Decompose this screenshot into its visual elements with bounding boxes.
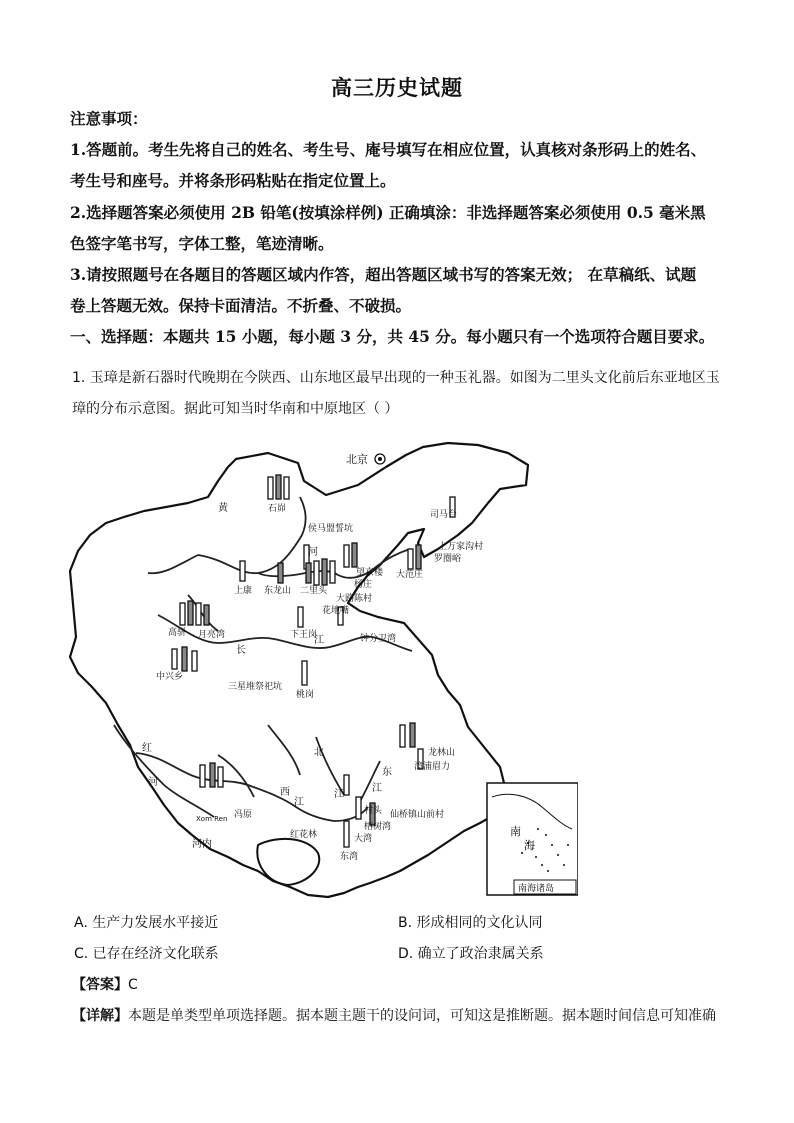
zhang-longlin-2 bbox=[410, 723, 415, 747]
label-longlinshan: 龙林山 bbox=[428, 748, 456, 758]
zhang-erlitou-2 bbox=[314, 561, 319, 585]
zhang-shimao-2 bbox=[276, 475, 281, 499]
answer-line bbox=[72, 974, 138, 994]
zhang-gaopian-1 bbox=[180, 603, 185, 625]
notice-item2-line1: 2.选择题答案必须使用 2B 铅笔(按填涂样例) 正确填涂：非选择题答案必须使用 0.5 毫米黑 bbox=[70, 203, 706, 222]
label-shangwanjia: 上万家沟村 bbox=[438, 542, 484, 552]
notice-item2-line2: 色签字笔书写，字体工整，笔迹清晰。 bbox=[70, 234, 334, 253]
label-hanoi: 河内 bbox=[192, 839, 212, 850]
detail-line bbox=[72, 1005, 716, 1025]
zhang-erlitou-1 bbox=[306, 563, 311, 583]
label-houma: 侯马盟誓坑 bbox=[308, 524, 354, 534]
label-shangkang: 上康 bbox=[234, 586, 253, 596]
label-xianqiao: 仙桥镇山前村 bbox=[390, 810, 445, 820]
notice-item1-line1: 1.答题前。考生先将自己的姓名、考生号、庵号填写在相应位置，认真核对条形码上的姓名、 bbox=[70, 140, 707, 159]
label-zhongxingxiang: 中兴乡 bbox=[156, 672, 184, 682]
label-fengyuan: 冯原 bbox=[234, 810, 253, 820]
question1-line1: 1. 玉璋是新石器时代晚期在今陕西、山东地区最早出现的一种玉礼器。如图为二里头文化前后东亚地区玉 bbox=[72, 370, 720, 386]
label-gaopian: 高骈 bbox=[168, 628, 187, 638]
label-yueliangwan: 月亮湾 bbox=[198, 630, 226, 640]
label-honghualin: 红花林 bbox=[290, 830, 318, 840]
label-he: 河 bbox=[308, 547, 318, 558]
zhang-sanxing bbox=[192, 651, 197, 671]
zhang-south-2 bbox=[356, 797, 361, 819]
option-d[interactable]: D. 确立了政治隶属关系 bbox=[398, 946, 544, 962]
notice-item3-line2: 卷上答题无效。保持卡面清洁。不折叠、不破损。 bbox=[70, 296, 412, 315]
label-beijing: 北京 bbox=[346, 453, 368, 466]
zhang-xiawang bbox=[298, 607, 303, 627]
tributary-2 bbox=[268, 725, 300, 775]
zhang-gaopian-4 bbox=[204, 605, 209, 625]
label-dalu: 大路陈村 bbox=[336, 594, 373, 604]
label-dongwan: 东湾 bbox=[340, 852, 359, 862]
zhang-wangjing bbox=[344, 545, 349, 567]
option-b[interactable]: B. 形成相同的文化认同 bbox=[398, 915, 543, 931]
zhang-shangwanjia bbox=[408, 549, 413, 569]
zhang-zhongxing-1 bbox=[172, 649, 177, 669]
label-nanhaizhudao: 南海诸岛 bbox=[518, 884, 555, 894]
zhang-shimao-3 bbox=[284, 477, 289, 499]
label-taogang: 桃岗 bbox=[296, 690, 315, 700]
zhang-zhongxing-2 bbox=[182, 647, 187, 671]
page-title: 高三历史试题 bbox=[331, 75, 463, 100]
notice-item3-line1: 3.请按照题号在各题目的答题区域内作答，超出答题区域书写的答案无效； 在草稿纸、试题 bbox=[70, 265, 697, 284]
label-zhangpu: 漳浦眉力 bbox=[414, 762, 451, 772]
jade-zhang-distribution-map bbox=[68, 425, 578, 900]
zhang-gaopian-2 bbox=[188, 601, 193, 625]
answer-value: C bbox=[128, 977, 138, 993]
notice-item1-line2: 考生号和座号。并将条形码粘贴在指定位置上。 bbox=[70, 171, 396, 190]
zhang-hong-1 bbox=[200, 765, 205, 787]
island-outline bbox=[257, 839, 319, 885]
label-sanxingdui: 三星堆祭祀坑 bbox=[228, 682, 283, 692]
label-huadizui: 花地嘴 bbox=[322, 606, 350, 616]
zhang-shimao-1 bbox=[268, 477, 273, 499]
zhang-erlitou-3 bbox=[322, 559, 327, 585]
section-heading: 一、选择题：本题共 15 小题，每小题 3 分，共 45 分。每小题只有一个选项符合题目要求。 bbox=[70, 327, 715, 346]
zhang-gaopian-3 bbox=[196, 603, 201, 625]
label-komren: Xom Ren bbox=[196, 815, 228, 823]
question1-line2: 璋的分布示意图。据此可知当时华南和中原地区（ ） bbox=[72, 401, 399, 417]
label-simatai: 司马台 bbox=[430, 510, 458, 520]
north-river bbox=[316, 737, 344, 795]
label-shimao: 石峁 bbox=[268, 504, 287, 514]
zhang-taogang bbox=[302, 661, 307, 685]
label-jiang-n: 江 bbox=[334, 789, 344, 800]
label-bei: 北 bbox=[314, 747, 324, 758]
zhang-hong-2 bbox=[210, 763, 215, 787]
zhang-longlin-1 bbox=[400, 725, 405, 747]
zhang-south-1 bbox=[344, 775, 349, 795]
option-a[interactable]: A. 生产力发展水平接近 bbox=[74, 915, 219, 931]
label-he-red: 河 bbox=[148, 777, 158, 788]
label-huang: 黄 bbox=[218, 503, 228, 514]
label-xi: 西 bbox=[280, 787, 290, 798]
map-outline bbox=[70, 443, 528, 897]
label-jiang-w: 江 bbox=[294, 797, 304, 808]
label-dong: 东 bbox=[382, 767, 392, 778]
zhang-south-4 bbox=[344, 821, 349, 847]
label-dawan: 大湾 bbox=[354, 834, 373, 844]
answer-label: 【答案】 bbox=[72, 977, 128, 993]
label-nanhai-2: 海 bbox=[524, 839, 535, 852]
detail-text: 本题是单类型单项选择题。据本题主题干的设问词，可知这是推断题。据本题时间信息可知准确 bbox=[128, 1008, 716, 1024]
label-hong: 红 bbox=[142, 743, 152, 754]
label-zhongfen: 钟分卫湾 bbox=[360, 634, 397, 644]
option-c[interactable]: C. 已存在经济文化联系 bbox=[74, 946, 219, 962]
label-donglongshan: 东龙山 bbox=[264, 586, 292, 596]
notice-heading: 注意事项： bbox=[70, 109, 148, 128]
label-yangzhuang: 杨庄 bbox=[354, 580, 373, 590]
zhang-erlitou-4 bbox=[330, 561, 335, 583]
zhang-wangjing-2 bbox=[352, 543, 357, 567]
zhang-dafan bbox=[416, 545, 421, 569]
label-jiang-e: 江 bbox=[372, 783, 382, 794]
label-lushuwan: 榕树湾 bbox=[364, 822, 392, 832]
label-cuntou: 村头 bbox=[364, 806, 383, 816]
south-china-sea-inset bbox=[487, 783, 578, 895]
label-chang: 长 bbox=[236, 645, 246, 656]
detail-label: 【详解】 bbox=[72, 1008, 128, 1024]
label-erlitou: 二里头 bbox=[300, 586, 328, 596]
zhang-hong-3 bbox=[218, 767, 223, 787]
zhang-donglong bbox=[278, 563, 283, 583]
label-xiawanggang: 下王岗 bbox=[290, 630, 318, 640]
label-dafanzhuang: 大范庄 bbox=[396, 570, 424, 580]
label-jiang: 江 bbox=[314, 635, 324, 646]
label-luoquanyu: 罗圈峪 bbox=[434, 554, 462, 564]
label-wangjinglou: 望京楼 bbox=[356, 568, 384, 578]
label-nanhai: 南 bbox=[510, 825, 521, 838]
zhang-shangkang bbox=[240, 561, 245, 581]
